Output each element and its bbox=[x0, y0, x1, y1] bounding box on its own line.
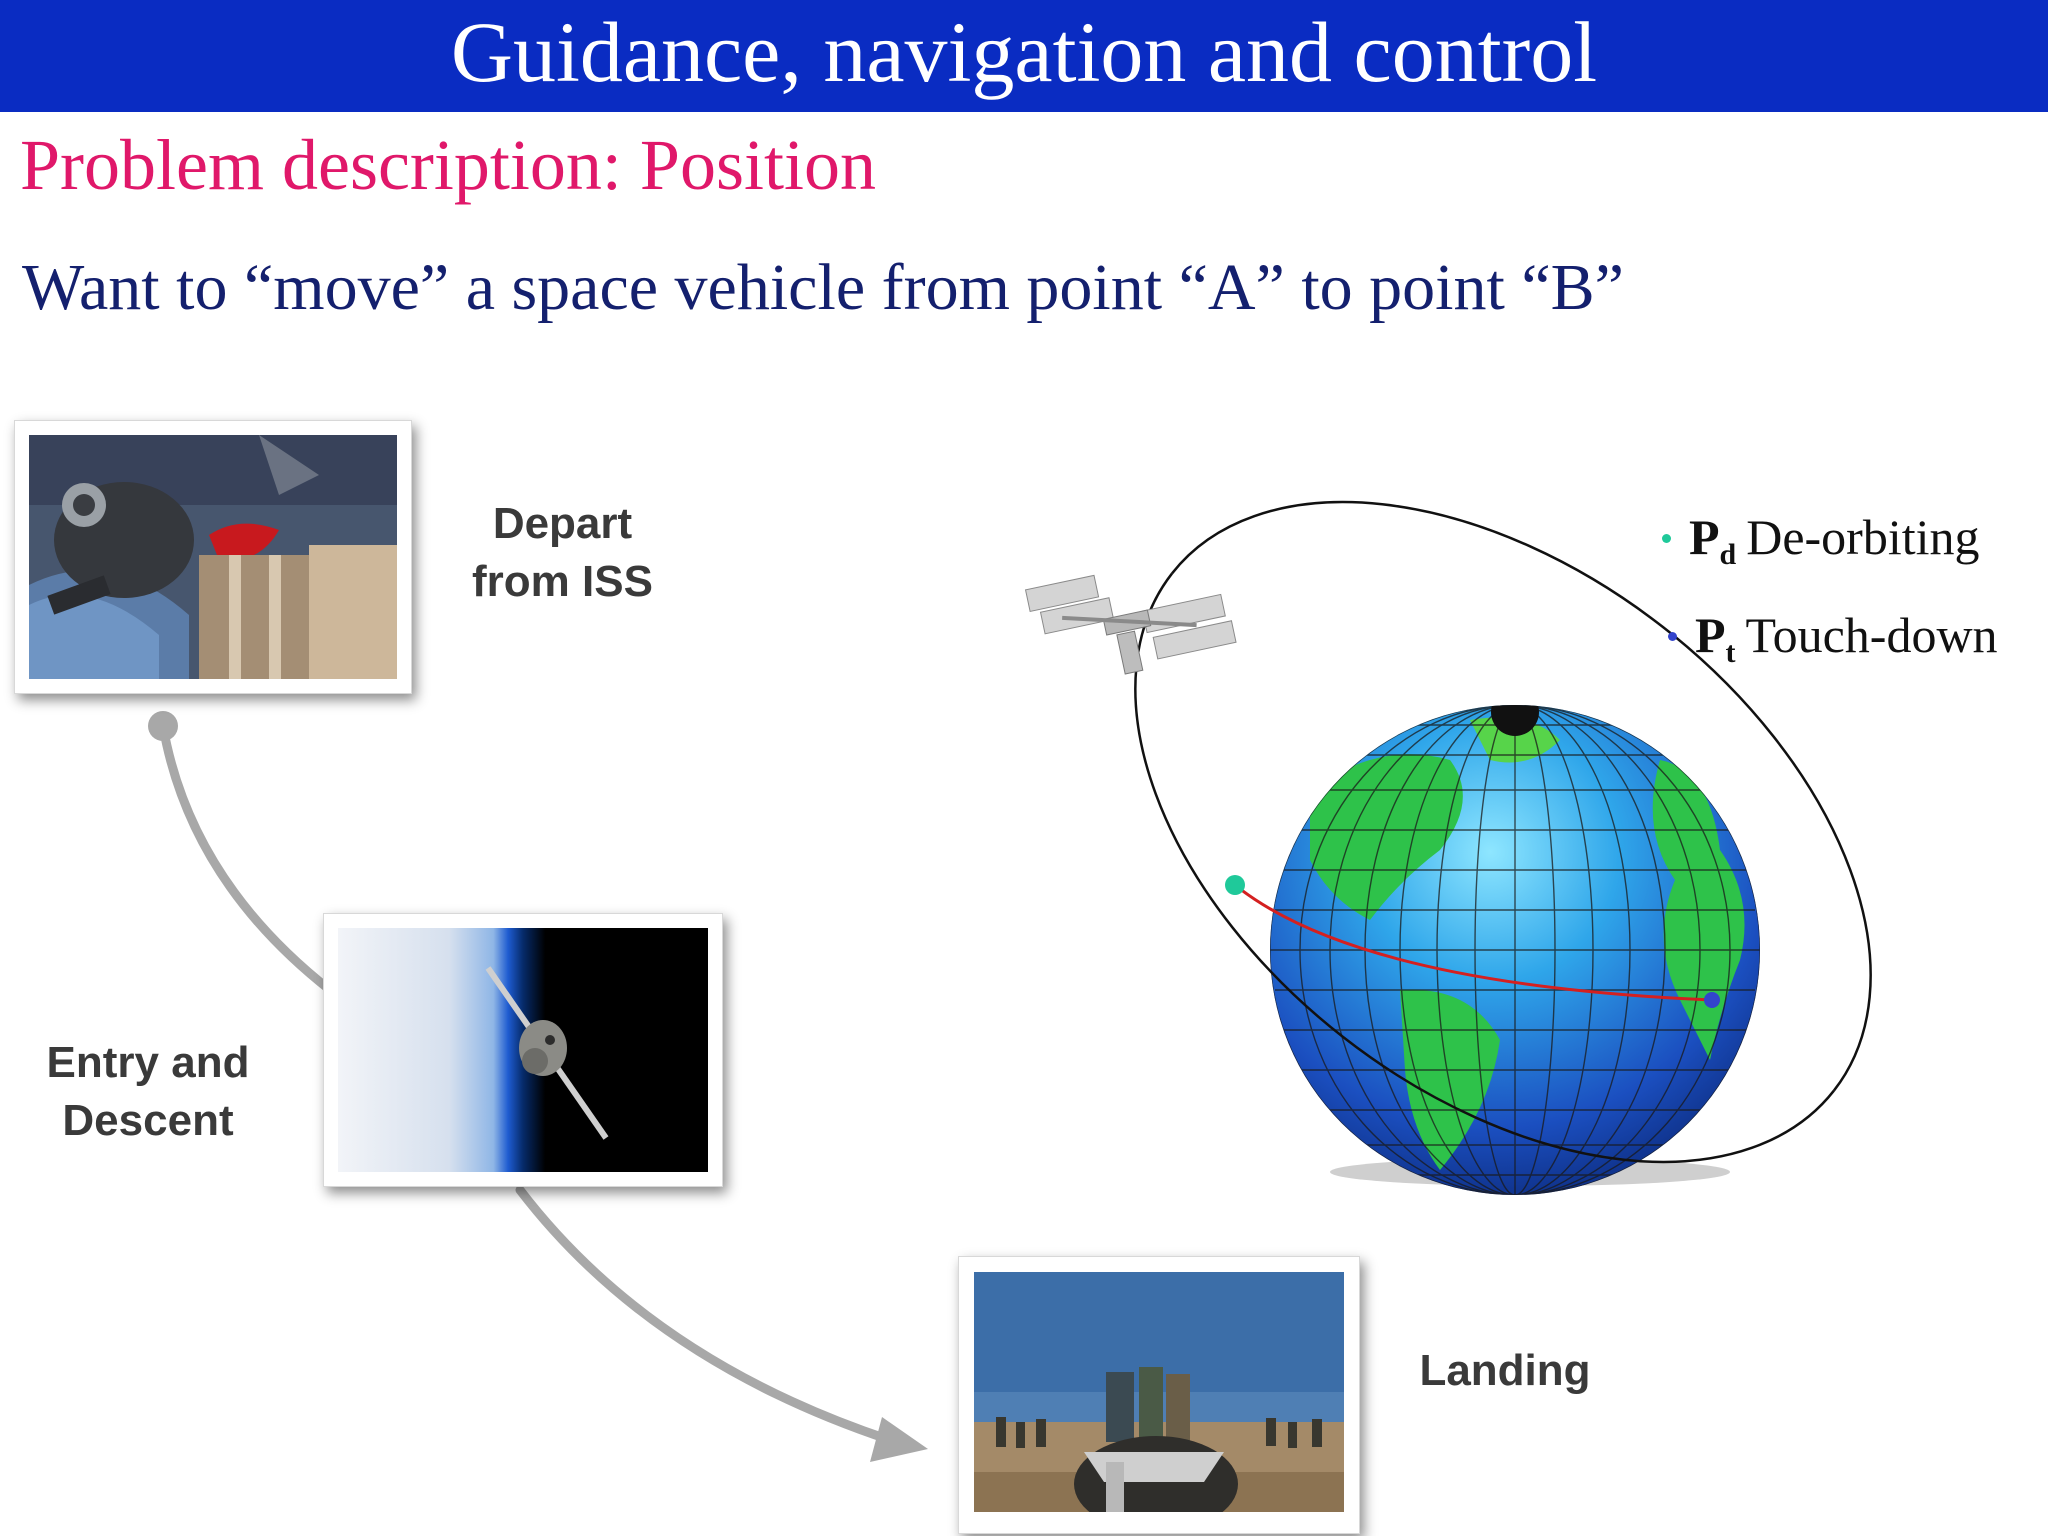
label-entry-line2: Descent bbox=[62, 1096, 234, 1145]
label-landing-line1: Landing bbox=[1419, 1346, 1591, 1395]
legend-deorbit-subscript: d bbox=[1719, 538, 1737, 571]
legend-deorbit-label: De-orbiting bbox=[1746, 509, 1980, 565]
deorbit-point-marker bbox=[1225, 875, 1245, 895]
slide-title: Guidance, navigation and control bbox=[450, 4, 1598, 100]
label-depart-line2: from ISS bbox=[472, 557, 653, 606]
label-depart-line1: Depart bbox=[492, 499, 633, 548]
legend-deorbit-symbol: P bbox=[1689, 509, 1720, 565]
legend-touchdown-dot bbox=[1668, 632, 1677, 641]
problem-statement: Want to “move” a space vehicle from point “A” to point “B” bbox=[22, 251, 1624, 324]
label-entry-line1: Entry and bbox=[46, 1038, 250, 1087]
touchdown-point-marker bbox=[1704, 992, 1720, 1008]
legend-touchdown-symbol: P bbox=[1695, 607, 1726, 663]
legend-touchdown bbox=[1668, 606, 1998, 669]
legend-deorbit-dot bbox=[1662, 534, 1671, 543]
legend-touchdown-label: Touch-down bbox=[1745, 607, 1998, 663]
legend-deorbit bbox=[1662, 508, 1980, 571]
north-pole-cap bbox=[1491, 688, 1539, 736]
section-subtitle: Problem description: Position bbox=[20, 125, 876, 205]
iss-station-icon bbox=[1026, 549, 1238, 690]
legend-touchdown-subscript: t bbox=[1725, 636, 1736, 669]
